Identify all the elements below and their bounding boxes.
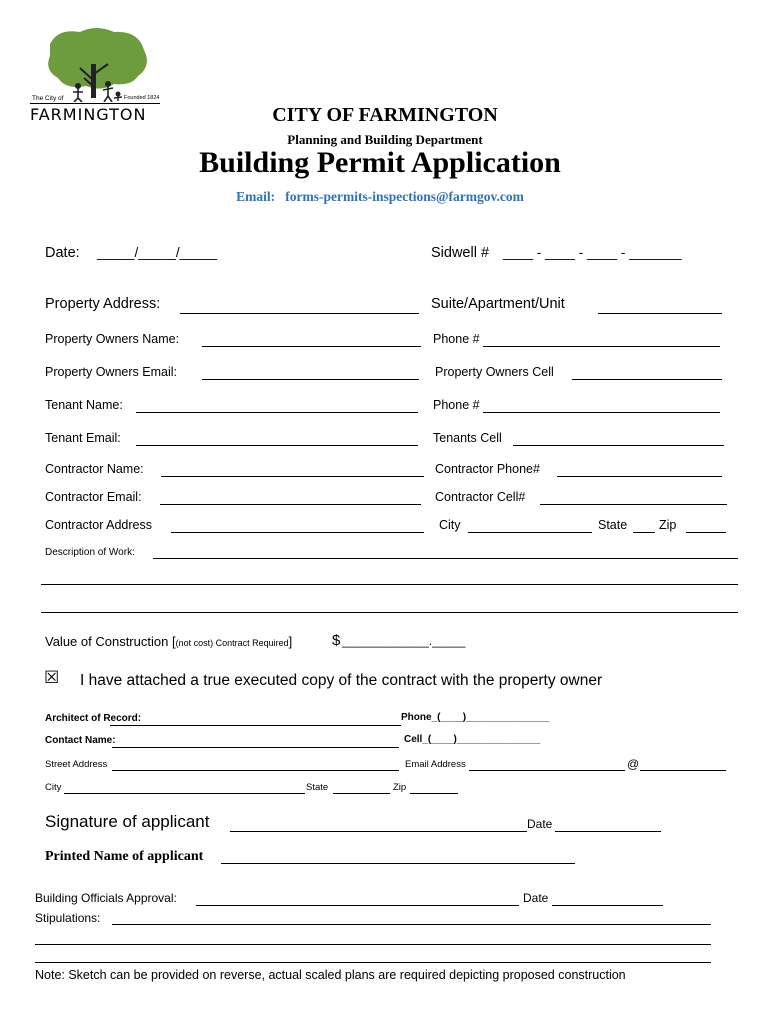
approval-date-label: Date <box>523 891 549 905</box>
owners-cell-label: Property Owners Cell <box>435 365 554 379</box>
signature-field[interactable] <box>230 831 527 832</box>
description-field-2[interactable] <box>41 584 738 585</box>
street-address-label: Street Address <box>45 759 108 770</box>
date-field[interactable]: _____/_____/_____ <box>97 245 218 260</box>
tenant-email-label: Tenant Email: <box>45 431 121 445</box>
description-field-1[interactable] <box>153 558 738 559</box>
signature-date-label: Date <box>527 817 553 831</box>
sidwell-label: Sidwell # <box>431 245 490 261</box>
logo-wordmark: FARMINGTON <box>30 105 147 124</box>
approval-label: Building Officials Approval: <box>35 891 177 905</box>
approval-field[interactable] <box>196 905 519 906</box>
property-address-field[interactable] <box>180 313 419 314</box>
owners-cell-field[interactable] <box>572 379 722 380</box>
contact-name-field[interactable] <box>112 747 399 748</box>
tenant-name-label: Tenant Name: <box>45 398 123 412</box>
department-name: Planning and Building Department <box>287 132 483 147</box>
phone-field-1[interactable] <box>483 346 720 347</box>
architect-city-label: City <box>45 782 62 793</box>
contract-checkbox[interactable]: ☒ <box>44 668 60 687</box>
city-field[interactable] <box>468 532 592 533</box>
architect-zip-field[interactable] <box>410 793 458 794</box>
description-field-3[interactable] <box>41 612 738 613</box>
stipulations-field-1[interactable] <box>112 924 711 925</box>
contractor-address-label: Contractor Address <box>45 518 152 532</box>
email-line <box>0 189 760 205</box>
tenants-cell-label: Tenants Cell <box>433 431 502 445</box>
stipulations-field-3[interactable] <box>35 962 711 963</box>
email-address-field[interactable] <box>469 770 625 771</box>
email-address-label: Email Address <box>405 759 466 770</box>
state-field[interactable] <box>633 532 655 533</box>
tenant-email-field[interactable] <box>136 445 418 446</box>
architect-zip-label: Zip <box>393 782 407 793</box>
value-note: (not cost) Contract Required <box>175 638 289 648</box>
page-title: Building Permit Application <box>199 146 561 179</box>
contractor-address-field[interactable] <box>171 532 424 533</box>
stipulations-field-2[interactable] <box>35 944 711 945</box>
contractor-cell-label: Contractor Cell# <box>435 490 526 504</box>
logo-small-city: The City of <box>32 95 64 102</box>
contractor-email-field[interactable] <box>160 504 421 505</box>
suite-field[interactable] <box>598 313 722 314</box>
description-label: Description of Work: <box>45 547 135 558</box>
footer-note: Note: Sketch can be provided on reverse, actual scaled plans are required depicting proposed construction <box>35 968 626 982</box>
state-label: State <box>598 518 628 532</box>
owners-email-label: Property Owners Email: <box>45 365 177 379</box>
value-note-close: ] <box>288 634 293 649</box>
city-name: CITY OF FARMINGTON <box>272 104 498 126</box>
contract-statement: I have attached a true executed copy of the contract with the property owner <box>80 672 603 689</box>
contractor-cell-field[interactable] <box>540 504 727 505</box>
architect-field[interactable] <box>110 725 401 726</box>
phone-field-2[interactable] <box>483 412 720 413</box>
suite-label: Suite/Apartment/Unit <box>431 296 565 312</box>
owners-name-label: Property Owners Name: <box>45 332 180 346</box>
architect-city-field[interactable] <box>64 793 305 794</box>
value-label: Value of Construction <box>45 634 169 649</box>
tenants-cell-field[interactable] <box>513 445 724 446</box>
street-address-field[interactable] <box>112 770 399 771</box>
architect-cell[interactable]: Cell_(____)_______________ <box>404 734 541 745</box>
tree-icon <box>28 24 168 102</box>
phone-label-2: Phone # <box>433 398 480 412</box>
value-field[interactable]: _____________._____ <box>342 634 466 648</box>
signature-date-field[interactable] <box>555 831 661 832</box>
logo-founded: Founded 1824 <box>124 95 160 101</box>
approval-date-field[interactable] <box>552 905 663 906</box>
architect-state-field[interactable] <box>333 793 390 794</box>
contractor-email-label: Contractor Email: <box>45 490 142 504</box>
printed-name-field[interactable] <box>221 863 575 864</box>
at-sign: @ <box>627 757 640 771</box>
dollar-sign: $ <box>332 632 341 649</box>
architect-phone[interactable]: Phone_(____)_______________ <box>401 712 550 723</box>
city-label: City <box>439 518 461 532</box>
zip-field[interactable] <box>686 532 726 533</box>
date-label: Date: <box>45 245 80 261</box>
phone-label-1: Phone # <box>433 332 480 346</box>
stipulations-label: Stipulations: <box>35 911 101 925</box>
email-label: Email: <box>236 189 276 204</box>
signature-label: Signature of applicant <box>45 812 210 831</box>
value-of-construction <box>45 634 292 649</box>
owners-email-field[interactable] <box>202 379 419 380</box>
architect-label: Architect of Record: <box>45 713 142 724</box>
sidwell-field[interactable]: ____ - ____ - ____ - _______ <box>503 245 682 260</box>
architect-state-label: State <box>306 782 329 793</box>
tenant-name-field[interactable] <box>136 412 418 413</box>
email-link[interactable]: forms-permits-inspections@farmgov.com <box>285 189 524 204</box>
value-note-open: [ <box>171 634 176 649</box>
printed-name-label: Printed Name of applicant <box>45 849 204 864</box>
email-domain-field[interactable] <box>640 770 726 771</box>
contractor-phone-label: Contractor Phone# <box>435 462 540 476</box>
contractor-name-field[interactable] <box>161 476 424 477</box>
contact-name-label: Contact Name: <box>45 735 116 746</box>
owners-name-field[interactable] <box>202 346 421 347</box>
contractor-phone-field[interactable] <box>557 476 722 477</box>
property-address-label: Property Address: <box>45 296 161 312</box>
zip-label: Zip <box>659 518 677 532</box>
contractor-name-label: Contractor Name: <box>45 462 144 476</box>
